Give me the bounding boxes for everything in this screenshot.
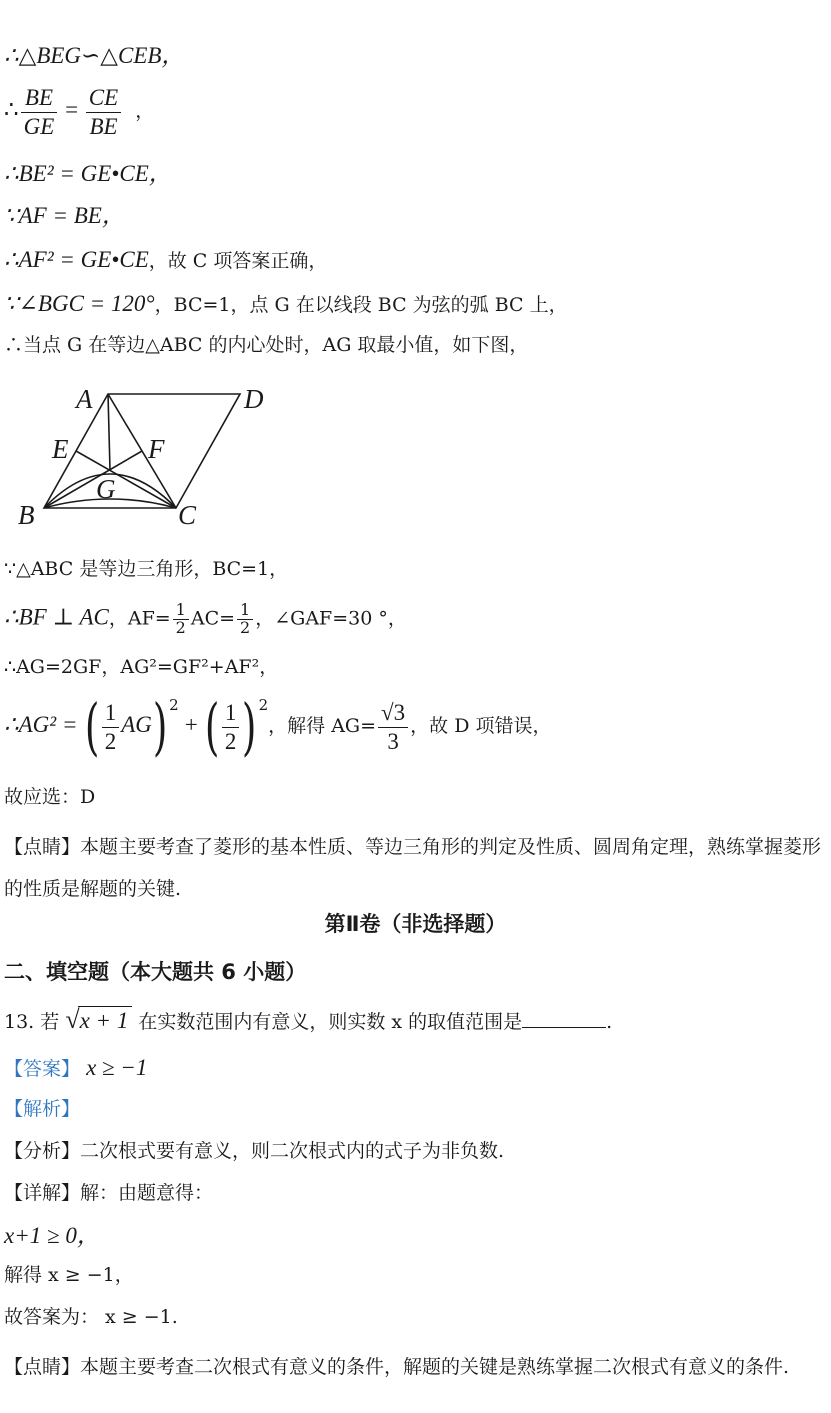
solution-step-3: 故答案为： x ≥ −1. (4, 1306, 178, 1328)
proof-line-incenter: ∴当点 G 在等边△ABC 的内心处时，AG 取最小值，如下图， (4, 334, 529, 356)
label-C: C (178, 500, 197, 530)
label-D: D (244, 384, 264, 414)
proof-line-ag-relation: ∴AG=2GF，AG²=GF²+AF²， (4, 656, 279, 678)
answer-value: x ≥ −1 (86, 1055, 148, 1080)
similar-triangles-text: ∴△BEG∽△CEB， (4, 43, 185, 68)
proof-line-af-equals-be: ∵AF = BE， (4, 203, 125, 228)
answer-tag: 【答案】 (4, 1058, 81, 1080)
analysis-tag: 【解析】 (4, 1098, 81, 1120)
analysis-line (4, 1098, 80, 1121)
label-E: E (52, 434, 69, 464)
proof-line-af-squared: ∴AF² = GE•CE，故 C 项答案正确， (4, 247, 328, 272)
fraction-sqrt3-over-3: $\frac{√3}{3}$ (378, 699, 408, 755)
fraction-half-1: $\frac{1}{2}$ (173, 602, 189, 637)
proof-line-equilateral: ∵△ABC 是等边三角形，BC=1， (4, 558, 289, 580)
proof-line-ratio: ∴ $\frac{BE}{GE}$ = $\frac{CE}{BE}$ ， (4, 85, 155, 139)
label-A: A (76, 384, 93, 414)
proof-line-ag-equation: ∴AG² = ( $\frac{1}{2}$ AG) $^2$ + ( $\frac{1}{2}$ ) $^2$，解得 AG= $\frac{√3}{3}$ ，故 D 项错误， (4, 690, 552, 763)
rhombus-diagram (10, 380, 280, 530)
fraction-half-4: $\frac{1}{2}$ (222, 699, 240, 755)
label-G: G (96, 474, 116, 504)
proof-line-bf-perpendicular: ∴BF ⊥ AC，AF= $\frac{1}{2}$ AC= $\frac{1}{2}$ ，∠GAF=30 °， (4, 600, 407, 637)
section-fill-in-blank: 二、填空题（本大题共 6 小题） (4, 960, 307, 984)
fraction-half-3: $\frac{1}{2}$ (102, 699, 120, 755)
dianjing-summary-2: 【点睛】本题主要考查二次根式有意义的条件，解题的关键是熟练掌握二次根式有意义的条件. (4, 1356, 790, 1378)
proof-line-similar-triangles (4, 42, 184, 70)
question-13: 13. 若 √x + 1 在实数范围内有意义，则实数 x 的取值范围是 . (4, 1005, 613, 1034)
answer-line (4, 1054, 147, 1082)
fraction-ce-be: $\frac{CE}{BE}$ (86, 84, 121, 140)
proof-line-answer-choice: 故应选：D (4, 786, 96, 808)
dianjing-summary-1: 【点睛】本题主要考查了菱形的基本性质、等边三角形的判定及性质、圆周角定理，熟练掌握菱形的性质是解题的关键. (4, 836, 822, 900)
part-two-title: 第Ⅱ卷（非选择题） (324, 912, 507, 936)
solution-step-1: x+1 ≥ 0， (4, 1223, 100, 1248)
xiangjie-line: 【详解】解：由题意得： (4, 1182, 214, 1204)
label-F: F (148, 434, 165, 464)
fraction-be-ge: $\frac{BE}{GE}$ (21, 84, 58, 140)
proof-line-angle-bgc: ∵∠BGC = 120°，BC=1，点 G 在以线段 BC 为弦的弧 BC 上， (4, 291, 568, 316)
fenxi-line: 【分析】二次根式要有意义，则二次根式内的式子为非负数. (4, 1140, 505, 1162)
fraction-half-2: $\frac{1}{2}$ (237, 602, 253, 637)
solution-step-2: 解得 x ≥ −1， (4, 1264, 134, 1286)
proof-line-be-squared: ∴BE² = GE•CE， (4, 161, 172, 186)
answer-blank (522, 1009, 606, 1028)
label-B: B (18, 500, 35, 530)
radical-x-plus-1: x + 1 (78, 1006, 133, 1035)
